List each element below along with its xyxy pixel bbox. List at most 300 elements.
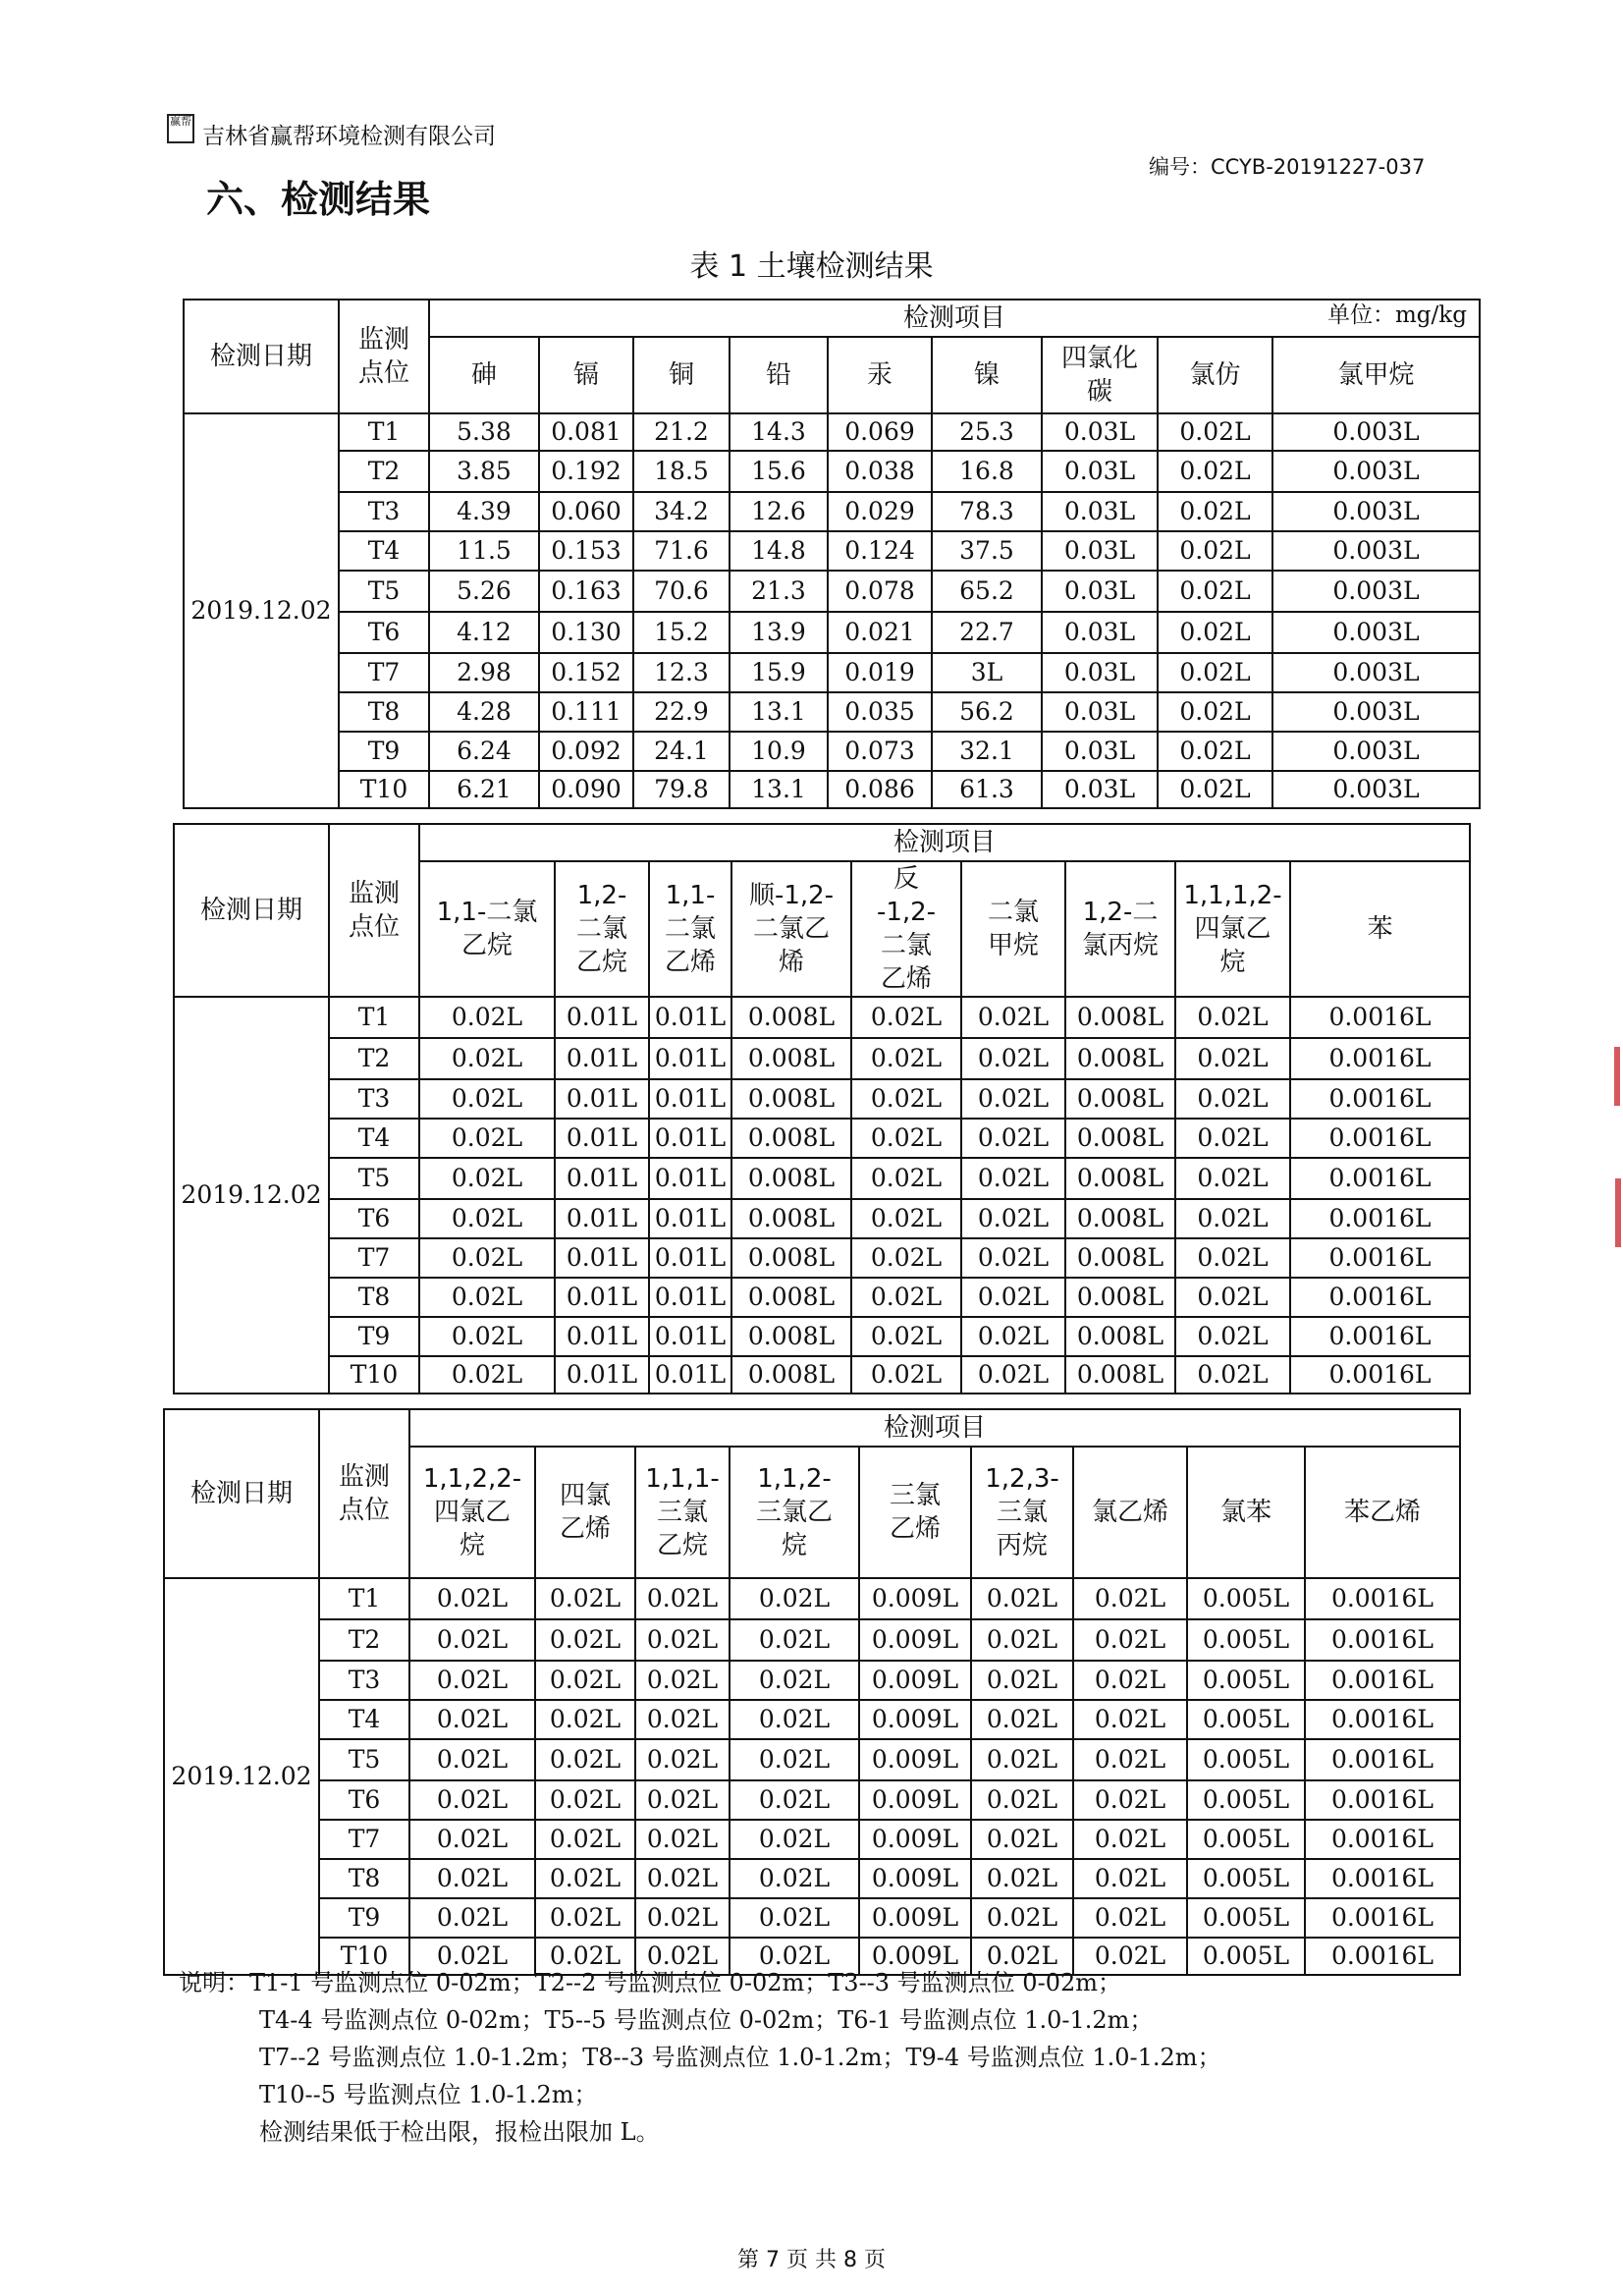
value-cell: 0.009L [859, 1700, 971, 1739]
value-cell: 0.02L [1175, 1038, 1290, 1079]
value-cell: 0.003L [1272, 531, 1480, 571]
value-cell: 0.009L [859, 1619, 971, 1661]
value-cell: 0.078 [828, 571, 932, 612]
value-cell: 0.069 [828, 413, 932, 451]
analyte-header: 氯乙烯 [1073, 1447, 1187, 1578]
value-cell: 0.02L [1158, 732, 1272, 771]
value-cell: 0.02L [635, 1739, 730, 1780]
value-cell: 0.02L [961, 1158, 1065, 1199]
value-cell: 0.02L [1175, 1199, 1290, 1238]
analyte-header: 汞 [828, 337, 932, 413]
table-row [184, 653, 1480, 692]
value-cell: 0.02L [409, 1780, 535, 1820]
value-cell: 13.1 [730, 692, 828, 732]
value-cell: 0.003L [1272, 612, 1480, 653]
value-cell: 0.092 [539, 732, 633, 771]
table-row [164, 1619, 1460, 1661]
table-row [184, 612, 1480, 653]
value-cell: 0.02L [635, 1700, 730, 1739]
value-cell: 0.008L [1065, 1278, 1175, 1317]
table-row [164, 1898, 1460, 1938]
site-cell: T2 [319, 1619, 409, 1661]
value-cell: 0.03L [1042, 732, 1158, 771]
value-cell: 0.02L [419, 997, 555, 1038]
table-row [164, 1820, 1460, 1859]
value-cell: 6.24 [429, 732, 539, 771]
table-row [164, 1739, 1460, 1780]
value-cell: 4.12 [429, 612, 539, 653]
value-cell: 0.005L [1187, 1661, 1305, 1700]
value-cell: 0.02L [961, 1278, 1065, 1317]
analyte-header: 1,1,1,2- 四氯乙 烷 [1175, 861, 1290, 997]
value-cell: 56.2 [932, 692, 1042, 732]
value-cell: 0.01L [555, 1317, 649, 1356]
site-cell: T6 [329, 1199, 419, 1238]
value-cell: 0.02L [1158, 492, 1272, 531]
value-cell: 0.02L [730, 1619, 859, 1661]
value-cell: 0.02L [1073, 1619, 1187, 1661]
value-cell: 0.009L [859, 1820, 971, 1859]
site-cell: T4 [319, 1700, 409, 1739]
value-cell: 0.0016L [1290, 1356, 1470, 1394]
value-cell: 0.02L [535, 1780, 635, 1820]
value-cell: 0.02L [409, 1661, 535, 1700]
value-cell: 0.01L [649, 1238, 731, 1278]
site-cell: T5 [339, 571, 429, 612]
analyte-header: 三氯 乙烯 [859, 1447, 971, 1578]
value-cell: 0.005L [1187, 1938, 1305, 1975]
table-row [164, 1661, 1460, 1700]
table-row [184, 531, 1480, 571]
value-cell: 0.01L [649, 1356, 731, 1394]
note-text: T1-1 号监测点位 0-02m；T2--2 号监测点位 0-02m；T3--3 号监测点位 0-02m； [249, 1969, 1121, 1996]
value-cell: 21.3 [730, 571, 828, 612]
value-cell: 0.02L [409, 1859, 535, 1898]
site-cell: T4 [329, 1119, 419, 1158]
value-cell: 0.01L [555, 1119, 649, 1158]
value-cell: 0.0016L [1305, 1661, 1460, 1700]
value-cell: 0.005L [1187, 1859, 1305, 1898]
value-cell: 0.02L [635, 1820, 730, 1859]
value-cell: 0.02L [851, 1356, 961, 1394]
value-cell: 14.8 [730, 531, 828, 571]
table-row [164, 1578, 1460, 1619]
value-cell: 0.0016L [1305, 1859, 1460, 1898]
value-cell: 0.029 [828, 492, 932, 531]
value-cell: 0.038 [828, 451, 932, 492]
analyte-header: 1,1,1- 三氯 乙烷 [635, 1447, 730, 1578]
analyte-header: 1,1,2- 三氯乙 烷 [730, 1447, 859, 1578]
value-cell: 0.03L [1042, 692, 1158, 732]
value-cell: 0.02L [409, 1820, 535, 1859]
note-line: T7--2 号监测点位 1.0-1.2m；T8--3 号监测点位 1.0-1.2m；T9-4 号监测点位 1.0-1.2m； [259, 2044, 1221, 2071]
table-title: 表 1 土壤检测结果 [689, 249, 934, 284]
value-cell: 0.008L [1065, 1317, 1175, 1356]
value-cell: 0.02L [971, 1938, 1073, 1975]
unit-value: mg/kg [1395, 302, 1467, 328]
analyte-header: 1,2,3- 三氯 丙烷 [971, 1447, 1073, 1578]
value-cell: 0.02L [851, 1119, 961, 1158]
value-cell: 0.01L [555, 1356, 649, 1394]
value-cell: 79.8 [633, 771, 730, 808]
value-cell: 14.3 [730, 413, 828, 451]
value-cell: 0.02L [1073, 1859, 1187, 1898]
value-cell: 0.02L [851, 1278, 961, 1317]
value-cell: 0.003L [1272, 451, 1480, 492]
date-header: 检测日期 [164, 1409, 319, 1578]
section-title: 六、检测结果 [206, 178, 431, 221]
site-cell: T3 [339, 492, 429, 531]
value-cell: 61.3 [932, 771, 1042, 808]
table-row [174, 1317, 1470, 1356]
value-cell: 0.0016L [1290, 1158, 1470, 1199]
analyte-header: 顺-1,2- 二氯乙 烯 [731, 861, 851, 997]
value-cell: 0.02L [419, 1119, 555, 1158]
value-cell: 0.02L [961, 1317, 1065, 1356]
report-number: 编号：CCYB-20191227-037 [1149, 155, 1426, 179]
value-cell: 0.02L [851, 1199, 961, 1238]
value-cell: 0.02L [1158, 771, 1272, 808]
value-cell: 0.02L [1158, 612, 1272, 653]
value-cell: 37.5 [932, 531, 1042, 571]
value-cell: 34.2 [633, 492, 730, 531]
value-cell: 0.02L [730, 1820, 859, 1859]
value-cell: 0.02L [961, 1079, 1065, 1119]
value-cell: 65.2 [932, 571, 1042, 612]
logo-text: 赢帮 [170, 115, 191, 128]
analyte-header: 铜 [633, 337, 730, 413]
value-cell: 0.02L [1073, 1938, 1187, 1975]
site-header: 监测 点位 [329, 824, 419, 997]
value-cell: 15.9 [730, 653, 828, 692]
value-cell: 0.0016L [1290, 1079, 1470, 1119]
value-cell: 22.7 [932, 612, 1042, 653]
value-cell: 0.02L [1158, 531, 1272, 571]
value-cell: 0.02L [1073, 1898, 1187, 1938]
value-cell: 0.0016L [1305, 1938, 1460, 1975]
site-cell: T3 [329, 1079, 419, 1119]
value-cell: 0.009L [859, 1739, 971, 1780]
value-cell: 0.02L [419, 1238, 555, 1278]
value-cell: 0.01L [555, 1238, 649, 1278]
items-header: 检测项目 [419, 824, 1470, 861]
value-cell: 0.02L [409, 1739, 535, 1780]
date-header: 检测日期 [184, 300, 339, 413]
table-row [184, 451, 1480, 492]
value-cell: 0.03L [1042, 451, 1158, 492]
analyte-header: 苯 [1290, 861, 1470, 997]
table-row [184, 732, 1480, 771]
value-cell: 0.02L [419, 1038, 555, 1079]
value-cell: 0.003L [1272, 413, 1480, 451]
value-cell: 0.008L [1065, 1238, 1175, 1278]
analyte-header: 苯乙烯 [1305, 1447, 1460, 1578]
value-cell: 0.02L [635, 1578, 730, 1619]
value-cell: 0.0016L [1305, 1898, 1460, 1938]
site-cell: T6 [319, 1780, 409, 1820]
value-cell: 0.02L [1175, 1119, 1290, 1158]
value-cell: 0.0016L [1305, 1780, 1460, 1820]
value-cell: 0.009L [859, 1578, 971, 1619]
value-cell: 0.02L [1175, 1317, 1290, 1356]
value-cell: 0.02L [409, 1578, 535, 1619]
value-cell: 0.02L [971, 1820, 1073, 1859]
value-cell: 0.03L [1042, 653, 1158, 692]
site-cell: T10 [329, 1356, 419, 1394]
value-cell: 0.02L [409, 1619, 535, 1661]
value-cell: 0.005L [1187, 1619, 1305, 1661]
date-cell: 2019.12.02 [164, 1578, 319, 1975]
table-row [174, 1356, 1470, 1394]
value-cell: 0.02L [1073, 1661, 1187, 1700]
value-cell: 0.009L [859, 1898, 971, 1938]
value-cell: 0.02L [1158, 413, 1272, 451]
value-cell: 0.0016L [1290, 1038, 1470, 1079]
site-header: 监测 点位 [339, 300, 429, 413]
date-cell: 2019.12.02 [174, 997, 329, 1394]
value-cell: 2.98 [429, 653, 539, 692]
value-cell: 0.081 [539, 413, 633, 451]
analyte-header: 氯仿 [1158, 337, 1272, 413]
value-cell: 0.008L [731, 1238, 851, 1278]
value-cell: 0.02L [1175, 1356, 1290, 1394]
site-cell: T8 [329, 1278, 419, 1317]
site-cell: T1 [329, 997, 419, 1038]
value-cell: 10.9 [730, 732, 828, 771]
value-cell: 0.02L [419, 1079, 555, 1119]
analyte-header: 1,1-二氯 乙烷 [419, 861, 555, 997]
value-cell: 0.02L [851, 1238, 961, 1278]
analyte-header: 砷 [429, 337, 539, 413]
value-cell: 4.28 [429, 692, 539, 732]
value-cell: 0.02L [1175, 1079, 1290, 1119]
value-cell: 0.008L [1065, 1199, 1175, 1238]
table-row [174, 1119, 1470, 1158]
value-cell: 0.02L [730, 1578, 859, 1619]
value-cell: 0.02L [730, 1898, 859, 1938]
value-cell: 0.019 [828, 653, 932, 692]
site-cell: T8 [339, 692, 429, 732]
value-cell: 25.3 [932, 413, 1042, 451]
value-cell: 0.01L [555, 1079, 649, 1119]
value-cell: 0.01L [649, 1317, 731, 1356]
results-table-block-2 [173, 823, 1471, 1394]
value-cell: 0.02L [730, 1780, 859, 1820]
value-cell: 0.009L [859, 1780, 971, 1820]
value-cell: 0.086 [828, 771, 932, 808]
value-cell: 0.02L [1073, 1578, 1187, 1619]
value-cell: 0.005L [1187, 1578, 1305, 1619]
value-cell: 0.02L [535, 1739, 635, 1780]
value-cell: 0.008L [731, 1317, 851, 1356]
value-cell: 0.02L [851, 997, 961, 1038]
value-cell: 0.003L [1272, 653, 1480, 692]
site-cell: T2 [339, 451, 429, 492]
site-cell: T9 [339, 732, 429, 771]
note-line [179, 1964, 1221, 2001]
value-cell: 0.02L [419, 1317, 555, 1356]
site-cell: T10 [339, 771, 429, 808]
notes [179, 1964, 1221, 2151]
table-row [184, 692, 1480, 732]
date-cell: 2019.12.02 [184, 413, 339, 808]
value-cell: 0.02L [635, 1898, 730, 1938]
analyte-header: 氯苯 [1187, 1447, 1305, 1578]
value-cell: 0.111 [539, 692, 633, 732]
value-cell: 0.02L [535, 1898, 635, 1938]
table-row [174, 1038, 1470, 1079]
site-cell: T5 [329, 1158, 419, 1199]
value-cell: 0.0016L [1290, 1199, 1470, 1238]
site-cell: T1 [319, 1578, 409, 1619]
value-cell: 0.02L [409, 1898, 535, 1938]
value-cell: 0.02L [1158, 653, 1272, 692]
site-cell: T7 [339, 653, 429, 692]
value-cell: 0.02L [635, 1619, 730, 1661]
value-cell: 0.02L [730, 1739, 859, 1780]
value-cell: 0.008L [1065, 1079, 1175, 1119]
value-cell: 0.192 [539, 451, 633, 492]
value-cell: 0.02L [1175, 1158, 1290, 1199]
value-cell: 12.6 [730, 492, 828, 531]
value-cell: 0.008L [731, 1278, 851, 1317]
value-cell: 13.9 [730, 612, 828, 653]
value-cell: 0.060 [539, 492, 633, 531]
note-line: T10--5 号监测点位 1.0-1.2m； [259, 2081, 598, 2108]
value-cell: 0.02L [535, 1859, 635, 1898]
site-cell: T3 [319, 1661, 409, 1700]
value-cell: 0.009L [859, 1859, 971, 1898]
note-line: T4-4 号监测点位 0-02m；T5--5 号监测点位 0-02m；T6-1 号监测点位 1.0-1.2m； [259, 2006, 1154, 2034]
table-row [164, 1859, 1460, 1898]
value-cell: 0.02L [635, 1780, 730, 1820]
value-cell: 0.005L [1187, 1820, 1305, 1859]
value-cell: 13.1 [730, 771, 828, 808]
analyte-header: 四氯 乙烯 [535, 1447, 635, 1578]
value-cell: 0.02L [1073, 1739, 1187, 1780]
value-cell: 0.02L [535, 1661, 635, 1700]
unit-label-text: 单位： [1327, 302, 1395, 328]
value-cell: 0.02L [635, 1859, 730, 1898]
analyte-header: 镉 [539, 337, 633, 413]
table-row [174, 997, 1470, 1038]
value-cell: 5.26 [429, 571, 539, 612]
value-cell: 0.02L [730, 1938, 859, 1975]
value-cell: 0.02L [1175, 997, 1290, 1038]
value-cell: 0.0016L [1305, 1578, 1460, 1619]
value-cell: 0.02L [535, 1820, 635, 1859]
value-cell: 0.003L [1272, 732, 1480, 771]
site-cell: T9 [329, 1317, 419, 1356]
table-row [164, 1780, 1460, 1820]
note-line: 检测结果低于检出限，报检出限加 L。 [259, 2118, 660, 2146]
value-cell: 0.02L [961, 1199, 1065, 1238]
value-cell: 3L [932, 653, 1042, 692]
value-cell: 0.03L [1042, 571, 1158, 612]
items-header: 检测项目 [429, 300, 1480, 337]
table-row [174, 1238, 1470, 1278]
site-cell: T6 [339, 612, 429, 653]
value-cell: 0.02L [971, 1739, 1073, 1780]
value-cell: 0.153 [539, 531, 633, 571]
value-cell: 0.02L [730, 1700, 859, 1739]
value-cell: 0.009L [859, 1938, 971, 1975]
value-cell: 0.0016L [1305, 1820, 1460, 1859]
value-cell: 0.01L [649, 1199, 731, 1238]
value-cell: 0.01L [649, 1158, 731, 1199]
value-cell: 0.02L [419, 1278, 555, 1317]
value-cell: 0.008L [1065, 1119, 1175, 1158]
value-cell: 0.03L [1042, 612, 1158, 653]
value-cell: 0.03L [1042, 531, 1158, 571]
value-cell: 0.01L [649, 1079, 731, 1119]
value-cell: 0.02L [851, 1079, 961, 1119]
value-cell: 0.02L [535, 1700, 635, 1739]
value-cell: 0.02L [971, 1780, 1073, 1820]
table-row [184, 771, 1480, 808]
value-cell: 0.0016L [1305, 1619, 1460, 1661]
table-row [174, 1278, 1470, 1317]
value-cell: 78.3 [932, 492, 1042, 531]
value-cell: 0.02L [419, 1199, 555, 1238]
value-cell: 0.02L [1073, 1820, 1187, 1859]
value-cell: 0.01L [555, 1278, 649, 1317]
results-table-block-3 [163, 1408, 1461, 1976]
value-cell: 0.02L [971, 1661, 1073, 1700]
value-cell: 71.6 [633, 531, 730, 571]
value-cell: 0.003L [1272, 771, 1480, 808]
value-cell: 0.021 [828, 612, 932, 653]
value-cell: 11.5 [429, 531, 539, 571]
value-cell: 0.02L [961, 1038, 1065, 1079]
value-cell: 0.090 [539, 771, 633, 808]
site-cell: T2 [329, 1038, 419, 1079]
page-number: 第 7 页 共 8 页 [737, 2248, 886, 2272]
value-cell: 12.3 [633, 653, 730, 692]
value-cell: 0.02L [851, 1158, 961, 1199]
value-cell: 15.2 [633, 612, 730, 653]
value-cell: 0.02L [730, 1661, 859, 1700]
analyte-header: 氯甲烷 [1272, 337, 1480, 413]
value-cell: 0.163 [539, 571, 633, 612]
analyte-header: 铅 [730, 337, 828, 413]
value-cell: 22.9 [633, 692, 730, 732]
value-cell: 0.02L [1158, 451, 1272, 492]
value-cell: 0.009L [859, 1661, 971, 1700]
value-cell: 0.008L [1065, 1158, 1175, 1199]
table-row [184, 413, 1480, 451]
value-cell: 0.005L [1187, 1780, 1305, 1820]
value-cell: 0.0016L [1290, 1238, 1470, 1278]
value-cell: 0.008L [731, 1038, 851, 1079]
analyte-header: 四氯化 碳 [1042, 337, 1158, 413]
value-cell: 0.01L [555, 1158, 649, 1199]
value-cell: 0.02L [971, 1859, 1073, 1898]
value-cell: 0.0016L [1290, 997, 1470, 1038]
value-cell: 0.02L [1073, 1780, 1187, 1820]
value-cell: 0.02L [635, 1661, 730, 1700]
value-cell: 0.02L [961, 997, 1065, 1038]
site-cell: T7 [319, 1820, 409, 1859]
value-cell: 0.02L [1175, 1238, 1290, 1278]
analyte-header: 反 -1,2- 二氯 乙烯 [851, 861, 961, 997]
value-cell: 0.02L [535, 1578, 635, 1619]
notes-label: 说明： [179, 1969, 249, 1996]
value-cell: 6.21 [429, 771, 539, 808]
value-cell: 0.01L [555, 997, 649, 1038]
value-cell: 0.008L [731, 1158, 851, 1199]
company-name: 吉林省赢帮环境检测有限公司 [202, 124, 496, 149]
